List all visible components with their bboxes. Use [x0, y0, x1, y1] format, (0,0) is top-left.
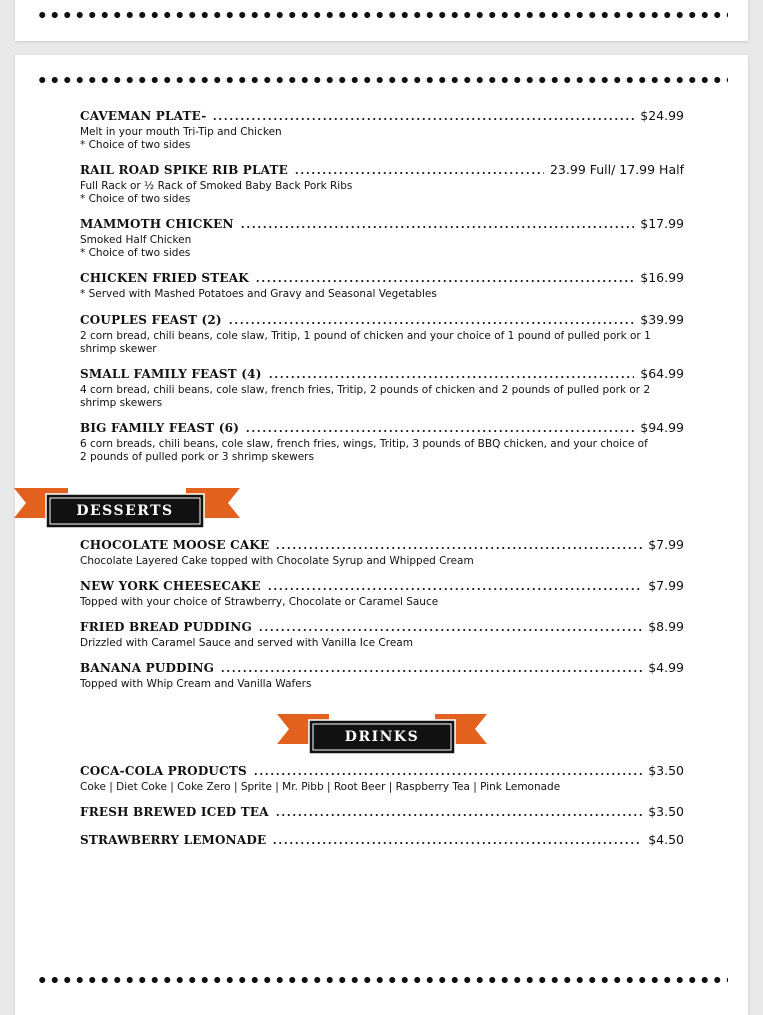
dot-leader: [220, 661, 642, 673]
dot-leader: [253, 764, 642, 776]
item-description: 2 corn bread, chili beans, cole slaw, Tritip, 1 pound of chicken and your choice of 1 pound of pulled pork or 1 shrimp skewer: [80, 330, 651, 355]
item-price: $24.99: [640, 108, 684, 123]
item-description: Topped with Whip Cream and Vanilla Wafers: [80, 678, 312, 690]
dot-leader: [272, 833, 642, 845]
item-name: FRIED BREAD PUDDING: [80, 620, 252, 634]
item-price: $17.99: [640, 216, 684, 231]
item-price: $8.99: [648, 619, 684, 634]
menu-item: [80, 270, 684, 301]
dot-leader: [258, 620, 642, 632]
item-name: CAVEMAN PLATE-: [80, 109, 207, 123]
dot-leader: [228, 313, 634, 325]
item-name: BANANA PUDDING: [80, 661, 215, 675]
item-description: Drizzled with Caramel Sauce and served with Vanilla Ice Cream: [80, 637, 413, 649]
previous-page: [15, 0, 748, 41]
item-name: STRAWBERRY LEMONADE: [80, 833, 267, 847]
section-title: DRINKS: [344, 729, 420, 745]
item-description: 4 corn bread, chili beans, cole slaw, french fries, Tritip, 2 pounds of chicken and 2 pounds of pulled pork or 2 shrimp skewers: [80, 384, 651, 409]
item-price: $39.99: [640, 312, 684, 327]
item-description: Coke | Diet Coke | Coke Zero | Sprite | Mr. Pibb | Root Beer | Raspberry Tea | Pink Lemonade: [80, 781, 561, 793]
menu-item: [80, 763, 684, 794]
desserts-banner: [14, 486, 240, 532]
dot-leader: [275, 538, 642, 550]
item-price: $4.50: [648, 832, 684, 847]
dot-leader: [294, 163, 544, 175]
item-price: $94.99: [640, 420, 684, 435]
item-price: $3.50: [648, 763, 684, 778]
dot-leader: [267, 579, 643, 591]
item-price: $4.99: [648, 660, 684, 675]
item-description: Topped with your choice of Strawberry, Chocolate or Caramel Sauce: [80, 596, 439, 608]
item-description: 6 corn breads, chili beans, cole slaw, french fries, wings, Tritip, 3 pounds of BBQ chicken, and your choice of 2 pounds of pulled pork or 3 shrimp skewers: [80, 438, 648, 463]
menu-item: [80, 537, 684, 568]
menu-item: [80, 832, 684, 849]
item-name: MAMMOTH CHICKEN: [80, 217, 234, 231]
drinks-banner: [277, 712, 487, 758]
menu-item: [80, 366, 684, 410]
dot-leader: [240, 217, 635, 229]
item-name: COUPLES FEAST (2): [80, 313, 222, 327]
item-description: Smoked Half Chicken * Choice of two sides: [80, 234, 192, 259]
dot-leader: [255, 271, 634, 283]
dot-leader: [212, 109, 634, 121]
item-description: Full Rack or ½ Rack of Smoked Baby Back Pork Ribs * Choice of two sides: [80, 180, 353, 205]
menu-item: [80, 804, 684, 821]
dot-leader: [245, 421, 634, 433]
dot-border-top: [36, 76, 728, 84]
menu-item: [80, 216, 684, 260]
menu-item: [80, 660, 684, 691]
item-price: $16.99: [640, 270, 684, 285]
menu-item: [80, 108, 684, 152]
menu-item: [80, 420, 684, 464]
menu-item: [80, 619, 684, 650]
item-description: Melt in your mouth Tri-Tip and Chicken * Choice of two sides: [80, 126, 282, 151]
item-name: COCA-COLA PRODUCTS: [80, 764, 247, 778]
item-name: NEW YORK CHEESECAKE: [80, 579, 261, 593]
item-price: $3.50: [648, 804, 684, 819]
dot-border-bottom: [36, 976, 728, 984]
menu-item: [80, 312, 684, 356]
item-price: $7.99: [648, 578, 684, 593]
section-title: DESSERTS: [76, 503, 174, 519]
dot-border-top: [36, 11, 728, 19]
item-price: $64.99: [640, 366, 684, 381]
item-name: FRESH BREWED ICED TEA: [80, 805, 269, 819]
item-description: Chocolate Layered Cake topped with Chocolate Syrup and Whipped Cream: [80, 555, 474, 567]
item-price: $7.99: [648, 537, 684, 552]
dot-leader: [268, 367, 635, 379]
menu-item: [80, 162, 684, 206]
item-name: RAIL ROAD SPIKE RIB PLATE: [80, 163, 288, 177]
dot-leader: [275, 805, 642, 817]
item-name: CHICKEN FRIED STEAK: [80, 271, 249, 285]
item-price: 23.99 Full/ 17.99 Half: [549, 162, 684, 177]
item-name: BIG FAMILY FEAST (6): [80, 421, 240, 435]
item-name: SMALL FAMILY FEAST (4): [80, 367, 262, 381]
menu-item: [80, 578, 684, 609]
item-description: * Served with Mashed Potatoes and Gravy and Seasonal Vegetables: [80, 288, 437, 300]
item-name: CHOCOLATE MOOSE CAKE: [80, 538, 270, 552]
